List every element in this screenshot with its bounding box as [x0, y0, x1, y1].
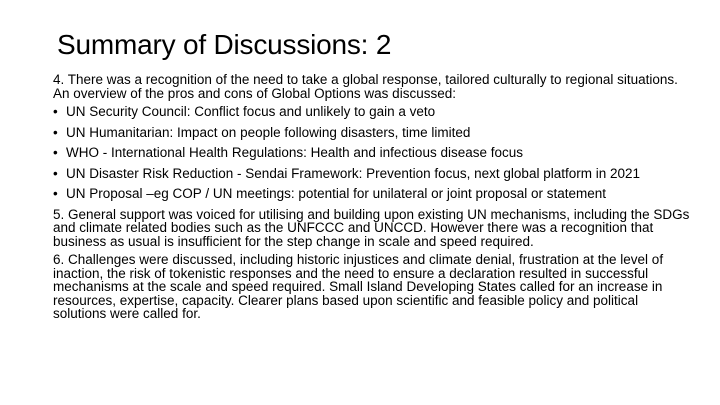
slide-body	[53, 73, 693, 326]
list-item	[53, 105, 693, 119]
list-item-text: UN Security Council: Conflict focus and unlikely to gain a veto	[66, 104, 436, 119]
paragraph-5: 5. General support was voiced for utilising and building upon existing UN mechanisms, including the SDGs and climate related bodies such as the UNFCCC and UNCCD. However there was a recognition that business as usual is insufficient for the step change in scale and speed required.	[53, 206, 690, 249]
list-item	[53, 146, 693, 160]
list-item	[53, 167, 693, 181]
list-item-text: WHO - International Health Regulations: Health and infectious disease focus	[66, 145, 523, 160]
bullet-icon: •	[53, 124, 58, 140]
options-list	[53, 105, 693, 201]
slide-title: Summary of Discussions: 2	[57, 29, 392, 60]
list-item	[53, 126, 693, 140]
list-item	[53, 187, 693, 201]
paragraph-4: 4. There was a recognition of the need to take a global response, tailored culturally to regional situations. An overview of the pros and cons of Global Options was discussed:	[53, 72, 678, 101]
list-item-text: UN Disaster Risk Reduction - Sendai Framework: Prevention focus, next global platform in 2021	[66, 165, 641, 181]
list-item-text: UN Proposal –eg COP / UN meetings: potential for unilateral or joint proposal or statement	[66, 186, 607, 201]
bullet-icon: •	[53, 145, 58, 160]
list-item-text: UN Humanitarian: Impact on people following disasters, time limited	[66, 124, 471, 140]
paragraph-6: 6. Challenges were discussed, including historic injustices and climate denial, frustration at the level of inaction, the risk of tokenistic responses and the need to ensure a declaration resulted in successful mechanisms at the scale and speed required. Small Island Developing States called for an increase in resources, expertise, capacity. Clearer plans based upon scientific and feasible policy and political solutions were called for.	[53, 252, 664, 321]
bullet-icon: •	[53, 165, 58, 181]
bullet-icon: •	[53, 186, 58, 201]
bullet-icon: •	[53, 104, 58, 119]
